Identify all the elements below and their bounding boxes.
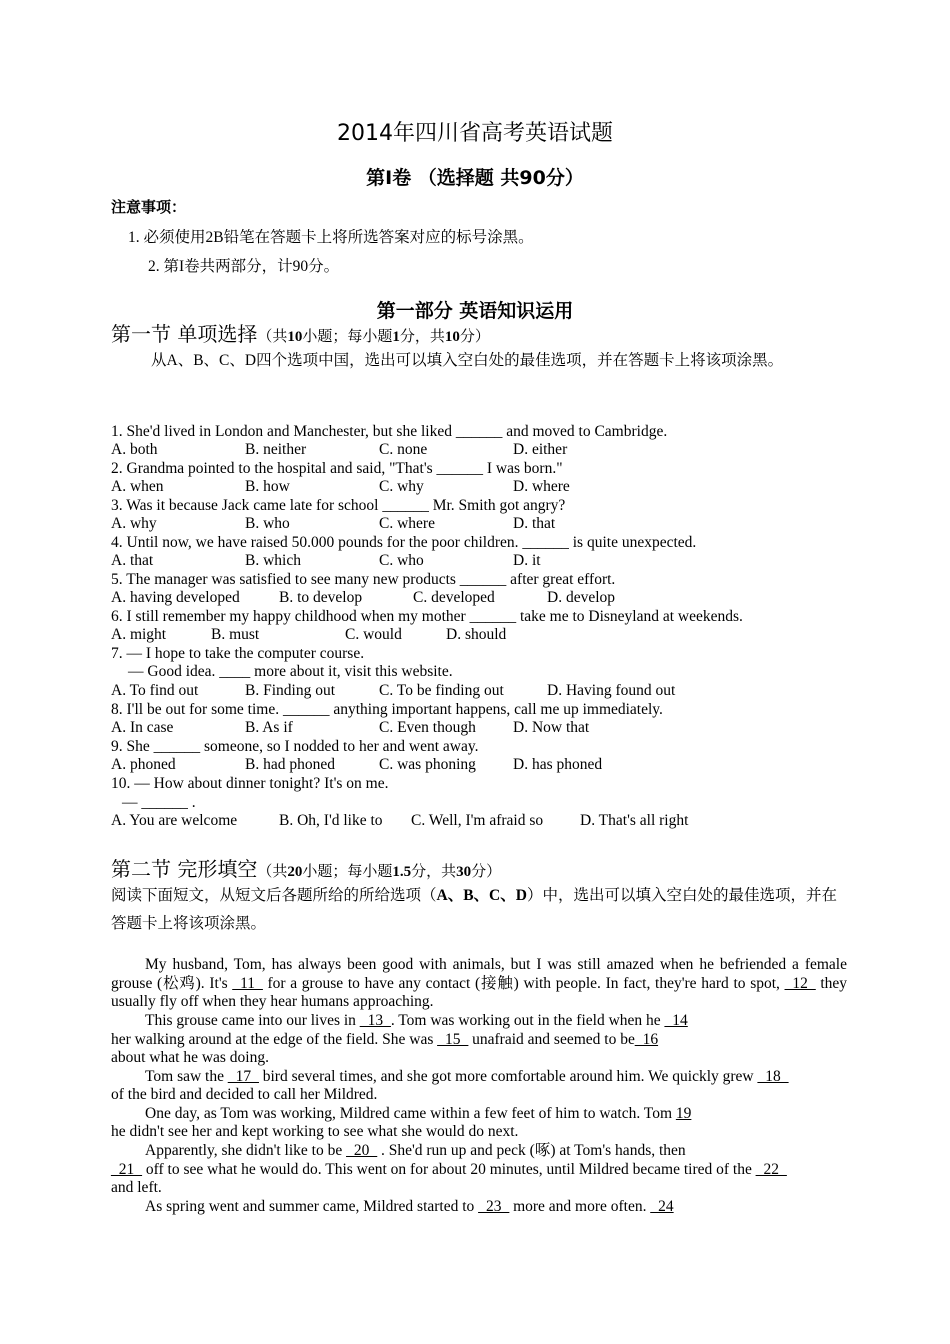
question-1-options <box>0 441 950 459</box>
section2-instruction: 阅读下面短文，从短文后各题所给的所给选项（A、B、C、D）中，选出可以填入空白处的最佳选项，并在答题卡上将该项涂黑。 <box>111 887 837 932</box>
question-10-options <box>0 812 950 830</box>
option-c[interactable]: C. who <box>379 552 424 569</box>
note-item-1: 1. 必须使用2B铅笔在答题卡上将所选答案对应的标号涂黑。 <box>128 229 534 246</box>
question-7-stem: 7. — I hope to take the computer course. <box>111 645 365 662</box>
option-b[interactable]: B. to develop <box>279 589 363 606</box>
option-a[interactable]: A. when <box>111 478 164 495</box>
blank-11: _11_ <box>232 974 263 992</box>
note-item-2: 2. 第I卷共两部分，计90分。 <box>148 258 340 275</box>
section2-heading: 第二节 完形填空（共20小题；每小题1.5分，共30分） <box>111 857 502 881</box>
option-d[interactable]: D. where <box>513 478 570 495</box>
passage-paragraph-2-line-1: This grouse came into our lives in _13_. Tom was working out in the field when he _14 <box>145 1012 688 1029</box>
part1-heading: 第一部分 英语知识运用 <box>376 300 574 322</box>
option-d[interactable]: D. has phoned <box>513 756 603 773</box>
blank-24: _24 <box>650 1198 674 1215</box>
question-9-options <box>0 756 950 774</box>
question-6-options <box>0 626 950 644</box>
passage-paragraph-5-line-2: _21_ off to see what he would do. This went on for about 20 minutes, until Mildred became tired of the _22_ <box>111 1161 787 1178</box>
passage-paragraph-5-line-3: and left. <box>111 1179 162 1196</box>
option-b[interactable]: B. which <box>245 552 301 569</box>
option-a[interactable]: A. phoned <box>111 756 176 773</box>
option-a[interactable]: A. To find out <box>111 682 199 699</box>
option-c[interactable]: C. To be finding out <box>379 682 504 699</box>
option-c[interactable]: C. why <box>379 478 424 495</box>
option-d[interactable]: D. That's all right <box>580 812 689 829</box>
question-8-stem: 8. I'll be out for some time. ______ anything important happens, call me up immediately. <box>111 701 663 718</box>
blank-22: _22_ <box>755 1161 787 1178</box>
question-9-stem: 9. She ______ someone, so I nodded to her and went away. <box>111 738 479 755</box>
question-7-stem-reply: — Good idea. ____ more about it, visit this website. <box>128 663 453 680</box>
blank-12: _12_ <box>784 974 816 992</box>
passage-paragraph-3-line-1: Tom saw the _17_ bird several times, and she got more comfortable around him. We quickly grew _18_ <box>145 1068 789 1085</box>
option-a[interactable]: A. both <box>111 441 158 458</box>
option-c[interactable]: C. developed <box>413 589 495 606</box>
blank-14: _14 <box>664 1012 688 1029</box>
question-6-stem: 6. I still remember my happy childhood when my mother ______ take me to Disneyland at weekends. <box>111 608 743 625</box>
question-5-options <box>0 589 950 607</box>
passage-paragraph-1: My husband, Tom, has always been good with animals, but I was still amazed when he befriended a female grouse (松鸡). It's _11_ for a grouse to have any contact (接触) with people. In fact, they're hard to spot, _12_ they usually fly off when they hear humans approaching. <box>111 956 848 1011</box>
option-a[interactable]: A. having developed <box>111 589 240 606</box>
blank-23: _23_ <box>478 1198 510 1215</box>
question-10-stem-reply: — ______ . <box>122 794 196 811</box>
option-a[interactable]: A. In case <box>111 719 174 736</box>
section1-name: 第一节 单项选择 <box>111 322 258 346</box>
blank-13: _13_ <box>359 1012 391 1029</box>
option-c[interactable]: C. was phoning <box>379 756 476 773</box>
option-c[interactable]: C. where <box>379 515 435 532</box>
question-3-options <box>0 515 950 533</box>
option-c[interactable]: C. none <box>379 441 428 458</box>
passage-paragraph-4-line-2: he didn't see her and kept working to see what she would do next. <box>111 1123 519 1140</box>
volume-subtitle: 第Ⅰ卷 （选择题 共90分） <box>366 167 584 189</box>
option-b[interactable]: B. Finding out <box>245 682 336 699</box>
option-b[interactable]: B. Oh, I'd like to <box>279 812 383 829</box>
option-d[interactable]: D. it <box>513 552 541 569</box>
option-d[interactable]: D. should <box>446 626 507 643</box>
option-b[interactable]: B. As if <box>245 719 293 736</box>
blank-17: _17_ <box>227 1068 259 1085</box>
question-10-stem: 10. — How about dinner tonight? It's on me. <box>111 775 389 792</box>
option-b[interactable]: B. must <box>211 626 260 643</box>
passage-paragraph-5-line-1: Apparently, she didn't like to be _20_ . She'd run up and peck (啄) at Tom's hands, then <box>145 1142 686 1159</box>
passage-paragraph-6-line-1: As spring went and summer came, Mildred started to _23_ more and more often. _24 <box>145 1198 674 1215</box>
option-d[interactable]: D. Now that <box>513 719 590 736</box>
section2-name: 第二节 完形填空 <box>111 857 258 881</box>
question-2-stem: 2. Grandma pointed to the hospital and said, "That's ______ I was born." <box>111 460 563 477</box>
blank-19: 19 <box>675 1105 692 1122</box>
section1-instruction: 从A、B、C、D四个选项中国，选出可以填入空白处的最佳选项，并在答题卡上将该项涂黑。 <box>151 352 784 369</box>
option-a[interactable]: A. You are welcome <box>111 812 238 829</box>
option-d[interactable]: D. either <box>513 441 568 458</box>
option-d[interactable]: D. develop <box>547 589 616 606</box>
passage-paragraph-3-line-2: of the bird and decided to call her Mildred. <box>111 1086 378 1103</box>
question-8-options <box>0 719 950 737</box>
page-title: 2014年四川省高考英语试题 <box>337 121 613 146</box>
option-d[interactable]: D. Having found out <box>547 682 676 699</box>
blank-16: _16 <box>634 1031 659 1048</box>
question-5-stem: 5. The manager was satisfied to see many new products ______ after great effort. <box>111 571 616 588</box>
question-1-stem: 1. She'd lived in London and Manchester, but she liked ______ and moved to Cambridge. <box>111 423 668 440</box>
option-b[interactable]: B. how <box>245 478 290 495</box>
question-4-options <box>0 552 950 570</box>
option-c[interactable]: C. would <box>345 626 402 643</box>
blank-20: _20_ <box>346 1142 378 1159</box>
blank-15: _15_ <box>437 1031 469 1048</box>
passage-paragraph-2-line-2: her walking around at the edge of the field. She was _15_ unafraid and seemed to be_16 <box>111 1031 659 1048</box>
option-d[interactable]: D. that <box>513 515 556 532</box>
passage-paragraph-2-line-3: about what he was doing. <box>111 1049 269 1066</box>
option-b[interactable]: B. who <box>245 515 290 532</box>
blank-21: _21_ <box>111 1161 142 1178</box>
question-2-options <box>0 478 950 496</box>
question-7-options <box>0 682 950 700</box>
question-4-stem: 4. Until now, we have raised 50.000 pounds for the poor children. ______ is quite unexpected. <box>111 534 697 551</box>
passage-paragraph-4-line-1: One day, as Tom was working, Mildred came within a few feet of him to watch. Tom 19 <box>145 1105 692 1122</box>
blank-18: _18_ <box>757 1068 789 1085</box>
option-a[interactable]: A. that <box>111 552 154 569</box>
option-c[interactable]: C. Well, I'm afraid so <box>411 812 544 829</box>
section1-heading: 第一节 单项选择（共10小题；每小题1分，共10分） <box>111 322 490 346</box>
notes-heading: 注意事项： <box>111 198 187 216</box>
option-b[interactable]: B. neither <box>245 441 307 458</box>
question-3-stem: 3. Was it because Jack came late for school ______ Mr. Smith got angry? <box>111 497 566 514</box>
option-a[interactable]: A. why <box>111 515 157 532</box>
option-a[interactable]: A. might <box>111 626 167 643</box>
option-b[interactable]: B. had phoned <box>245 756 335 773</box>
option-c[interactable]: C. Even though <box>379 719 476 736</box>
